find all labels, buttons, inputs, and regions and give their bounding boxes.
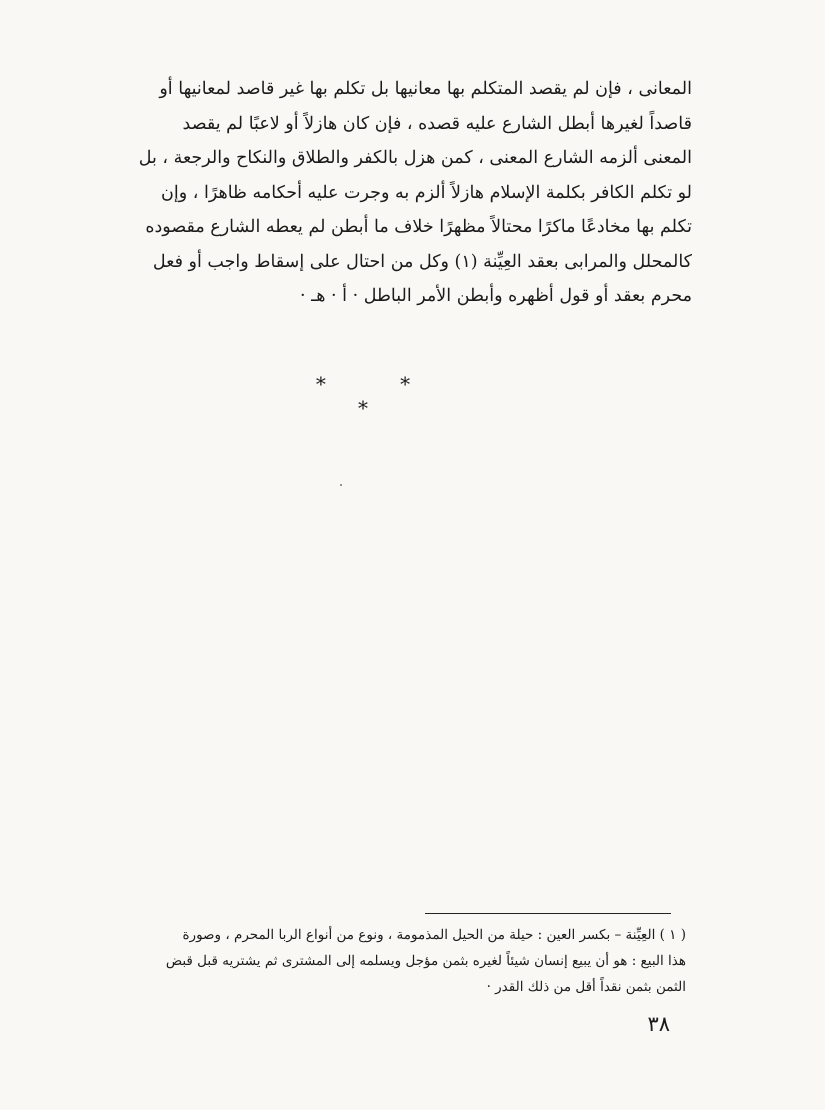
footnote-line-1: ( ١ ) العِيِّنة – بكسر العين : حيلة من الحيل المذمومة ، ونوع من أنواع الربا المحرم ، وصورة: [182, 927, 686, 943]
text-line-4: لو تكلم الكافر بكلمة الإسلام هازلاً ألزم به وجرت عليه أحكامه ظاهرًا ، وإن: [161, 182, 692, 203]
footnote-block: [66, 922, 686, 1000]
text-line-1: المعانى ، فإن لم يقصد المتكلم بها معانيها بل تكلم بها غير قاصد لمعانيها أو: [159, 79, 692, 99]
footnote-line-2: هذا البيع : هو أن يبيع إنسان شيئاً لغيره بثمن مؤجل ويسلمه إلى المشترى ثم يشتريه قبل قبض: [165, 953, 686, 969]
page-number: ٣٨: [647, 1012, 670, 1036]
footnote-line-3: الثمن بثمن نقداً أقل من ذلك القدر ·: [486, 979, 686, 995]
footnote-divider: [425, 913, 671, 914]
text-line-2: قاصداً لغيرها أبطل الشارع عليه قصده ، فإن كان هازلاً أو لاعبًا لم يقصد: [182, 113, 692, 134]
text-line-6: كالمحلل والمرابى بعقد العِيِّنة (١) وكل من احتال على إسقاط واجب أو فعل: [152, 251, 692, 272]
section-separator: * * *: [315, 372, 445, 420]
main-text-block: [70, 72, 692, 314]
text-line-7: محرم بعقد أو قول أظهره وأبطن الأمر الباطل · أ · هـ ·: [299, 286, 692, 306]
text-line-3: المعنى ألزمه الشارع المعنى ، كمن هزل بالكفر والطلاق والنكاح والرجعة ، بل: [138, 148, 692, 168]
scan-speck: [340, 484, 342, 486]
text-line-5: تكلم بها مخادعًا ماكرًا محتالاً مظهرًا خلاف ما أبطن لم يعطه الشارع مقصوده: [145, 217, 692, 237]
